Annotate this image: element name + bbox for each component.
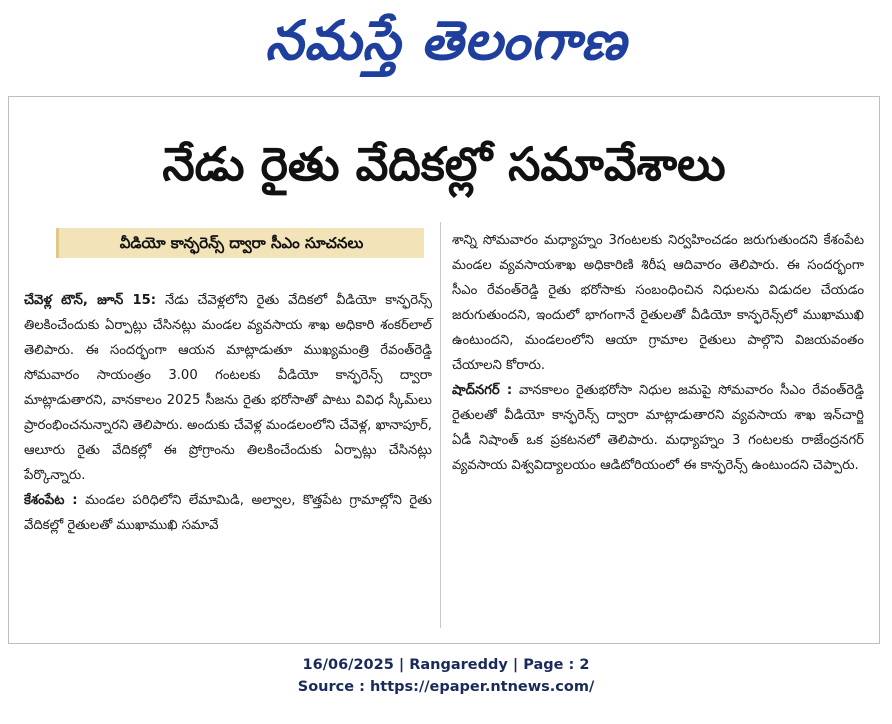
- left-paragraph-2: [24, 488, 432, 538]
- footer-date-page: 16/06/2025 | Rangareddy | Page : 2: [302, 657, 590, 673]
- right-paragraph-1: [452, 228, 864, 378]
- right-paragraph-2: [452, 378, 864, 478]
- article-left-column: [24, 288, 432, 538]
- right-para2-text: వానకాలం రైతుభరోసా నిధుల జమపై సోమవారం సీఎం రేవంత్‌రెడ్డి రైతులతో వీడియో కాన్ఫరెన్స్ ద్వారా మాట్లాడుతారని వ్యవసాయ శాఖ ఇన్‌చార్జి ఏడీ నిషాంత్ ఒక ప్రకటనలో తెలిపారు. మధ్యాహ్నం 3 గంటలకు రాజేంద్రనగర్ వ్యవసాయ విశ్వవిద్యాలయం ఆడిటోరియంలో ఈ కాన్ఫరెన్స్ ఉంటుందని చెప్పారు.: [452, 383, 865, 473]
- shadnagar-tag: షాద్‌నగర్ :: [452, 383, 513, 398]
- footer-source: Source : https://epaper.ntnews.com/: [297, 679, 595, 695]
- article-right-column: [452, 228, 864, 478]
- left-paragraph-1: [24, 288, 432, 488]
- newspaper-masthead: [0, 2, 892, 80]
- keshampet-tag: కేశంపేట :: [24, 493, 78, 508]
- masthead-title: నమస్తే తెలంగాణ: [265, 9, 627, 72]
- article-subheadline-box: [56, 228, 424, 258]
- footer-caption: [0, 654, 892, 698]
- article-subheadline: వీడియో కాన్ఫరెన్స్ ద్వారా సీఎం సూచనలు: [119, 234, 364, 252]
- left-para2-text: మండల పరిధిలోని లేమామిడి, అల్వాల, కొత్తపేట గ్రామాల్లోని రైతు వేదికల్లో రైతులతో ముఖాముఖి సమావే: [24, 493, 432, 533]
- right-para1-text: శాన్ని సోమవారం మధ్యాహ్నం 3గంటలకు నిర్వహించడం జరుగుతుందని కేశంపేట మండల వ్యవసాయశాఖ అధికారిణి శిరీష ఆదివారం తెలిపారు. ఈ సందర్భంగా సీఎం రేవంత్‌రెడ్డి రైతు భరోసాకు సంబంధించిన నిధులను విడుదల చేయడం జరుగుతుందని, ఇందులో భాగంగానే రైతులతో వీడియో కాన్ఫరెన్స్‌లో ముఖాముఖి ఉంటుందని, మండలంలోని ఆయా గ్రామాల రైతులు పాల్గొని విజయవంతం చేయాలని కోరారు.: [452, 233, 864, 373]
- left-para1-text: నేడు చేవెళ్లలోని రైతు వేదికలో వీడియో కాన్ఫరెన్స్ తిలకించేందుకు ఏర్పాట్లు చేసినట్లు మండల వ్యవసాయ శాఖ అధికారి శంకర్‌లాల్ తెలిపారు. ఈ సందర్భంగా ఆయన మాట్లాడుతూ ముఖ్యమంత్రి రేవంత్‌రెడ్డి సోమవారం సాయంత్రం 3.00 గంటలకు వీడియో కాన్ఫరెన్స్ ద్వారా మాట్లాడుతారని, వానకాలం 2025 సీజను రైతు భరోసాతో పాటు వివిధ స్కీమ్‌లు ప్రారంభించనున్నారని తెలిపారు. అందుకు చేవెళ్ల మండలంలోని చేవెళ్ల, ఖానాపూర్, ఆలూరు రైతు వేదికల్లో ఈ ప్రోగ్రాంను తిలకించేందుకు ఏర్పాట్లు చేసినట్లు పేర్కొన్నారు.: [24, 293, 432, 483]
- column-divider: [440, 222, 441, 628]
- dateline: చేవెళ్ల టౌన్, జూన్ 15:: [24, 293, 157, 308]
- article-headline: నేడు రైతు వేదికల్లో సమావేశాలు: [162, 137, 726, 191]
